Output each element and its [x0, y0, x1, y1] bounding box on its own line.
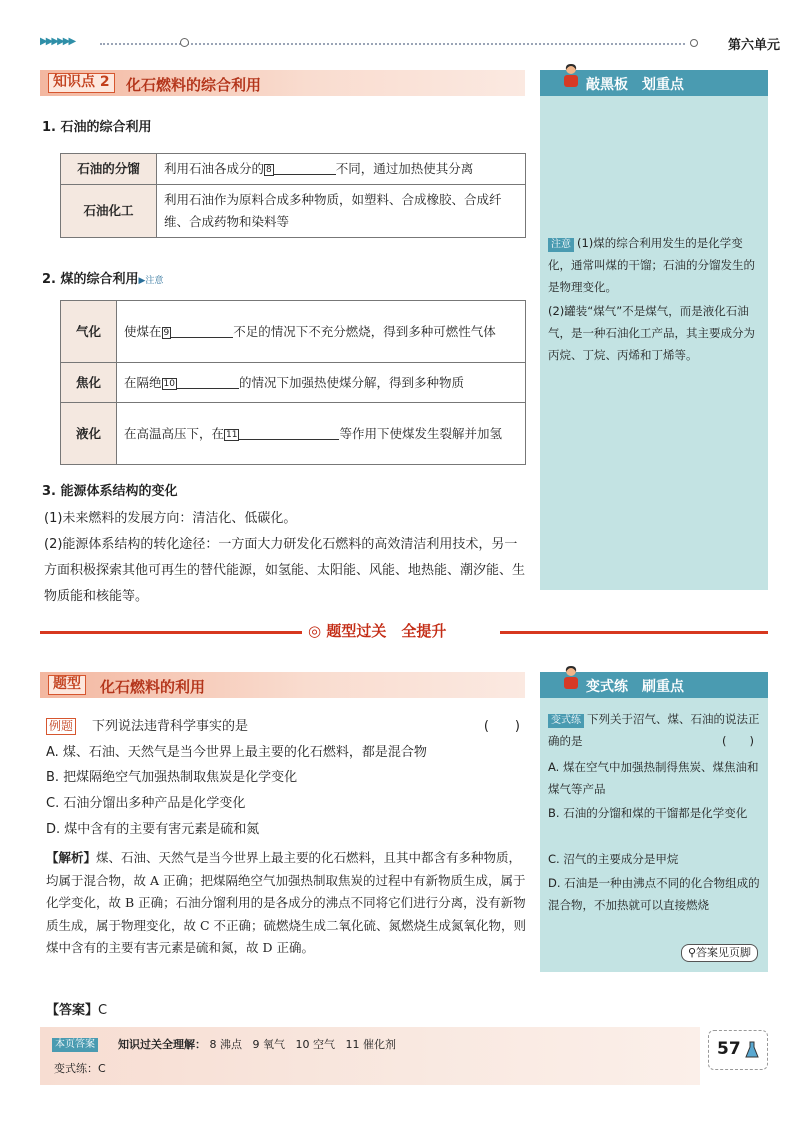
row-label: 液化 [61, 403, 117, 465]
energy-paragraph-2: (2)能源体系结构的转化途径：一方面大力研发化石燃料的高效清洁利用技术，另一方面积极探索其他可再生的替代能源，如氢能、太阳能、风能、地热能、潮汐能、生物质能和核能等。 [44, 537, 526, 604]
option-b: B. 把煤隔绝空气加强热制取焦炭是化学变化 [46, 770, 298, 785]
option-c: C. 石油分馏出多种产品是化学变化 [46, 796, 246, 811]
row-content: 使煤在 9 不足的情况下不充分燃烧，得到多种可燃性气体 [117, 301, 526, 363]
table-row [61, 403, 526, 465]
answer-paren: ( ) [483, 719, 520, 734]
row-label: 焦化 [61, 363, 117, 403]
row-label: 石油化工 [61, 185, 157, 238]
side-panel-header [540, 672, 768, 698]
coal-table [60, 300, 526, 465]
blank-number: 8 [266, 165, 272, 175]
student-icon [560, 664, 582, 694]
energy-paragraph-1: (1)未来燃料的发展方向：清洁化、低碳化。 [44, 511, 297, 526]
petroleum-table [60, 153, 526, 238]
table-row [61, 185, 526, 238]
example-tag: 例题 [46, 718, 76, 735]
arrows-decoration-icon: ▶▶▶▶▶▶ [40, 36, 75, 47]
type-section-header [40, 672, 525, 698]
variant-option-b: B. 石油的分馏和煤的干馏都是化学变化 [548, 806, 748, 820]
row-label: 气化 [61, 301, 117, 363]
table-row [61, 301, 526, 363]
side-panel-title: 变式练 刷重点 [586, 679, 684, 695]
note-tag: 注意 [548, 238, 574, 252]
banner-line-left [40, 631, 302, 634]
row-content: 利用石油作为原料合成多种物质，如塑料、合成橡胶、合成纤维、合成药物和染料等 [157, 185, 526, 238]
unit-title: 第六单元 [727, 38, 780, 53]
section-banner: ◎ 题型过关 全提升 [302, 620, 452, 641]
option-a: A. 煤、石油、天然气是当今世界上最主要的化石燃料，都是混合物 [46, 745, 427, 760]
answer-line-1: 知识过关全理解： 8 沸点 9 氧气 10 空气 11 催化剂 [118, 1038, 396, 1051]
page-answer-footer [40, 1027, 700, 1085]
circle-icon [180, 38, 189, 47]
knowledge-point-tag: 知识点 2 [48, 73, 115, 93]
flask-icon [745, 1041, 759, 1059]
page-number-box [708, 1030, 768, 1070]
knowledge-point-header [40, 70, 525, 96]
row-content: 利用石油各成分的 8 不同，通过加热使其分离 [157, 154, 526, 185]
banner-line-right [500, 631, 768, 634]
row-content: 在隔绝 10 的情况下加强热使煤分解，得到多种物质 [117, 363, 526, 403]
circle-icon [690, 39, 698, 47]
fill-blank[interactable] [171, 324, 233, 338]
variant-option-d: D. 石油是一种由沸点不同的化合物组成的混合物，不加热就可以直接燃烧 [548, 876, 760, 912]
answer-line-2: 变式练：C [54, 1062, 106, 1075]
fill-blank[interactable] [274, 161, 336, 175]
pin-icon: ⚲ [687, 946, 696, 959]
variant-option-a: A. 煤在空气中加强热制得焦炭、煤焦油和煤气等产品 [548, 760, 759, 796]
blank-number: 10 [163, 378, 175, 389]
row-content: 在高温高压下，在 11 等作用下使煤发生裂解并加氢 [117, 403, 526, 465]
answer-hint: ⚲答案见页脚 [681, 944, 758, 962]
variant-option-c: C. 沼气的主要成分是甲烷 [548, 852, 679, 866]
table-row [61, 363, 526, 403]
section-heading-energy: 3. 能源体系结构的变化 [42, 484, 178, 499]
table-row [61, 154, 526, 185]
side-panel-key-points [540, 70, 768, 590]
side-panel-header [540, 70, 768, 96]
side-panel-variant [540, 672, 768, 972]
blank-number: 9 [163, 327, 170, 338]
type-tag: 题型 [48, 675, 86, 695]
type-title: 化石燃料的利用 [100, 678, 206, 696]
side-note-2: (2)罐装“煤气”不是煤气，而是液化石油气，是一种石油化工产品，其主要成分为丙烷、丁烷、丙烯和丁烯等。 [548, 304, 755, 362]
variant-tag: 变式练 [548, 714, 584, 728]
section-heading-coal: 2. 煤的综合利用▶注意 [42, 272, 164, 287]
section-heading-petroleum: 1. 石油的综合利用 [42, 120, 152, 135]
side-note-1: 注意 (1)煤的综合利用发生的是化学变化，通常叫煤的干馏；石油的分馏发生的是物理变化。 [548, 236, 755, 294]
page-answer-tag: 本页答案 [52, 1038, 98, 1052]
knowledge-point-title: 化石燃料的综合利用 [126, 76, 262, 94]
example-answer: 【答案】C [46, 1003, 108, 1018]
blank-number: 11 [226, 429, 238, 440]
variant-question: 变式练 下列关于沼气、煤、石油的说法正确的是 ( ) [548, 708, 764, 752]
row-label: 石油的分馏 [61, 154, 157, 185]
fill-blank[interactable] [177, 375, 239, 389]
teacher-icon [560, 62, 582, 92]
side-panel-title: 敲黑板 划重点 [586, 77, 684, 93]
target-icon: ◎ [308, 622, 322, 640]
header-bar [40, 34, 780, 54]
note-marker: ▶注意 [138, 276, 164, 286]
fill-blank[interactable] [239, 426, 339, 440]
example-question: 例题 下列说法违背科学事实的是 ( ) [46, 716, 526, 738]
page-number: 57 [717, 1039, 741, 1059]
answer-paren: ( ) [722, 734, 754, 748]
analysis-text: 【解析】煤、石油、天然气是当今世界上最主要的化石燃料，且其中都含有多种物质，均属于混合物，故 A 正确；把煤隔绝空气加强热制取焦炭的过程中有新物质生成，属于化学变化，故 B 正确；石油分馏利用的是各成分的沸点不同将它们进行分离，没有新物质生成，属于物理变化，故 C 不正确；硫燃烧生成二氧化硫、氮燃烧生成氮氧化物，则煤中含有的主要有害元素是硫和氮，故 D 正确。 [46, 850, 527, 955]
option-d: D. 煤中含有的主要有害元素是硫和氮 [46, 822, 260, 837]
